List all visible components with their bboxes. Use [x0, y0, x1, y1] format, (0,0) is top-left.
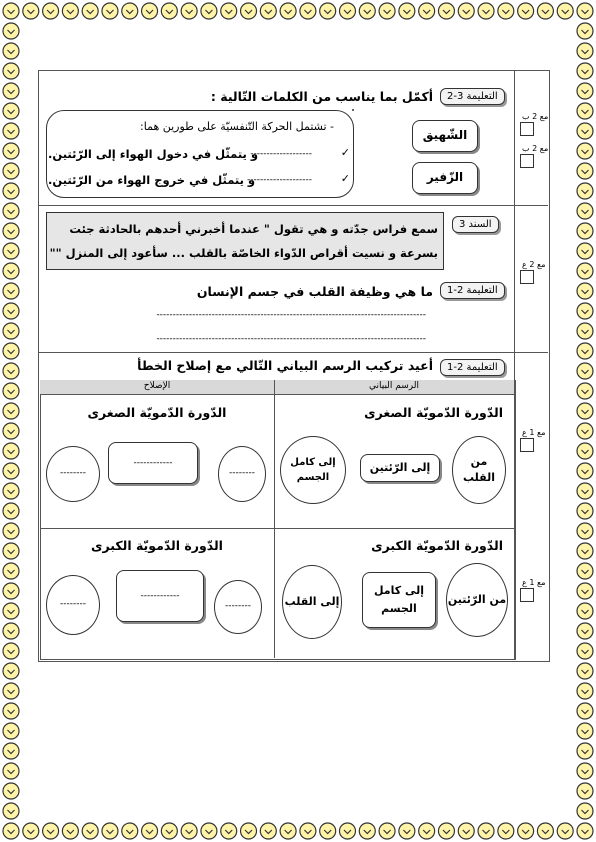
border-circle-icon	[3, 63, 19, 79]
instruction-tag: التعليمة 3-2	[440, 88, 505, 105]
word-card-exhale: الزّفير	[412, 162, 478, 194]
border-circle-icon	[3, 443, 19, 459]
blank-node[interactable]: --------	[218, 446, 266, 502]
border-circle-icon	[3, 3, 19, 19]
border-circle-icon	[3, 503, 19, 519]
border-circle-icon	[379, 823, 395, 839]
answer-line[interactable]: -----------------------------------------------------------------------------------	[156, 310, 426, 320]
blank-node[interactable]: --------	[214, 580, 262, 634]
border-circle-icon	[320, 823, 336, 839]
to-body-node: إلى كامل الجسم	[280, 436, 346, 504]
border-circle-icon	[518, 3, 534, 19]
border-circle-icon	[3, 423, 19, 439]
border-circle-icon	[577, 763, 593, 779]
border-circle-icon	[577, 623, 593, 639]
border-circle-icon	[3, 283, 19, 299]
border-circle-icon	[498, 3, 514, 19]
border-circle-icon	[161, 3, 177, 19]
story-box	[46, 212, 444, 270]
criterion-label: مع 1 ع	[522, 428, 546, 437]
border-circle-icon	[478, 3, 494, 19]
border-circle-icon	[339, 823, 355, 839]
border-circle-icon	[577, 603, 593, 619]
border-circle-icon	[3, 803, 19, 819]
border-circle-icon	[102, 823, 118, 839]
border-circle-icon	[577, 663, 593, 679]
header-diagram: الرسم البياني	[368, 381, 420, 391]
border-circle-icon	[3, 363, 19, 379]
small-circulation-title: الدّورة الدّمويّة الصغرى	[364, 405, 503, 420]
border-circle-icon	[339, 3, 355, 19]
story-line: سمع فراس جدّته و هي تقول " عندما أخبرني أحدهم بالحادثة جئت	[69, 222, 438, 236]
big-circulation-title: الدّورة الدّمويّة الكبرى	[371, 538, 503, 553]
from-lungs-node: من الرّئتين	[446, 563, 508, 637]
border-circle-icon	[577, 303, 593, 319]
border-circle-icon	[3, 543, 19, 559]
border-circle-icon	[3, 623, 19, 639]
border-circle-icon	[577, 3, 593, 19]
border-circle-icon	[241, 823, 257, 839]
border-circle-icon	[557, 3, 573, 19]
border-circle-icon	[3, 603, 19, 619]
border-circle-icon	[3, 243, 19, 259]
answer-blank[interactable]: --------------------	[247, 175, 312, 185]
border-circle-icon	[577, 103, 593, 119]
border-circle-icon	[300, 823, 316, 839]
border-circle-icon	[102, 3, 118, 19]
document-tag: السند 3	[452, 216, 499, 233]
border-circle-icon	[577, 523, 593, 539]
border-circle-icon	[181, 823, 197, 839]
border-circle-icon	[577, 423, 593, 439]
question-text: ما هي وظيفة القلب في جسم الإنسان	[196, 284, 433, 299]
border-circle-icon	[3, 163, 19, 179]
border-circle-icon	[577, 243, 593, 259]
border-circle-icon	[3, 763, 19, 779]
border-circle-icon	[3, 263, 19, 279]
grade-box[interactable]	[520, 588, 534, 602]
border-circle-icon	[221, 823, 237, 839]
question-text: أكمّل بما يناسب من الكلمات التّالية :	[210, 89, 433, 104]
border-circle-icon	[3, 483, 19, 499]
border-circle-icon	[577, 363, 593, 379]
border-circle-icon	[82, 3, 98, 19]
from-heart-node: من القلب	[452, 436, 506, 504]
border-circle-icon	[142, 3, 158, 19]
border-circle-icon	[142, 823, 158, 839]
border-circle-icon	[3, 743, 19, 759]
spacer	[352, 109, 354, 111]
border-circle-icon	[359, 3, 375, 19]
blank-node[interactable]: --------	[46, 575, 100, 635]
line-text: و يتمثّل في دخول الهواء إلى الرّئتين.	[48, 147, 259, 161]
border-circle-icon	[537, 823, 553, 839]
border-circle-icon	[419, 823, 435, 839]
border-circle-icon	[577, 703, 593, 719]
border-circle-icon	[419, 3, 435, 19]
border-circle-icon	[201, 823, 217, 839]
story-line: بسرعة و نسيت أقراص الدّواء الخاصّة بالقلب ... سأعود إلى المنزل ""	[49, 246, 438, 260]
border-circle-icon	[577, 43, 593, 59]
border-circle-icon	[3, 523, 19, 539]
border-circle-icon	[3, 583, 19, 599]
divider	[38, 205, 548, 206]
line-text: و يتمثّل في خروج الهواء من الرّئتين.	[48, 173, 256, 187]
border-circle-icon	[3, 203, 19, 219]
intro-text: - تشتمل الحركة التّنفسيّة على طورين هما:	[140, 120, 334, 133]
border-circle-icon	[577, 543, 593, 559]
grade-box[interactable]	[520, 154, 534, 168]
border-circle-icon	[577, 563, 593, 579]
border-circle-icon	[62, 823, 78, 839]
border-circle-icon	[260, 3, 276, 19]
border-circle-icon	[241, 3, 257, 19]
to-body-node: إلى كامل الجسم	[362, 572, 436, 628]
border-circle-icon	[577, 723, 593, 739]
border-circle-icon	[23, 3, 39, 19]
border-circle-icon	[577, 343, 593, 359]
answer-blank[interactable]: -------------------	[250, 149, 312, 159]
row-divider	[40, 528, 514, 529]
criterion-label: مع 2 ع	[522, 260, 546, 269]
grade-box[interactable]	[520, 270, 534, 284]
border-circle-icon	[3, 323, 19, 339]
border-circle-icon	[577, 203, 593, 219]
border-circle-icon	[577, 383, 593, 399]
border-circle-icon	[577, 63, 593, 79]
border-circle-icon	[557, 823, 573, 839]
border-circle-icon	[577, 123, 593, 139]
border-circle-icon	[122, 3, 138, 19]
check-mark: ✓	[340, 172, 350, 185]
border-circle-icon	[577, 323, 593, 339]
border-circle-icon	[3, 303, 19, 319]
small-circulation-title: الدّورة الدّمويّة الصغرى	[87, 405, 227, 420]
diagram-table	[40, 380, 516, 660]
border-circle-icon	[577, 803, 593, 819]
border-circle-icon	[3, 463, 19, 479]
border-circle-icon	[577, 503, 593, 519]
border-circle-icon	[43, 823, 59, 839]
blank-node[interactable]: ------------	[116, 570, 204, 622]
border-circle-icon	[577, 783, 593, 799]
border-circle-icon	[577, 743, 593, 759]
border-circle-icon	[359, 823, 375, 839]
criterion-label: مع 2 ب	[522, 144, 549, 153]
border-circle-icon	[577, 443, 593, 459]
border-circle-icon	[498, 823, 514, 839]
border-circle-icon	[43, 3, 59, 19]
border-circle-icon	[280, 3, 296, 19]
border-circle-icon	[577, 463, 593, 479]
border-circle-icon	[577, 23, 593, 39]
border-circle-icon	[3, 563, 19, 579]
border-circle-icon	[23, 823, 39, 839]
border-circle-icon	[3, 343, 19, 359]
border-circle-icon	[518, 823, 534, 839]
border-circle-icon	[3, 663, 19, 679]
border-circle-icon	[161, 823, 177, 839]
border-circle-icon	[280, 823, 296, 839]
border-circle-icon	[379, 3, 395, 19]
border-circle-icon	[3, 783, 19, 799]
column-divider	[274, 380, 275, 658]
border-circle-icon	[3, 703, 19, 719]
border-circle-icon	[82, 823, 98, 839]
border-circle-icon	[3, 103, 19, 119]
check-mark: ✓	[340, 146, 350, 159]
border-circle-icon	[201, 3, 217, 19]
border-circle-icon	[577, 583, 593, 599]
blank-node[interactable]: --------	[46, 446, 100, 502]
border-circle-icon	[3, 823, 19, 839]
border-circle-icon	[577, 683, 593, 699]
border-circle-icon	[478, 823, 494, 839]
border-circle-icon	[537, 3, 553, 19]
border-circle-icon	[3, 683, 19, 699]
word-card-inhale: الشّهيق	[412, 120, 478, 152]
border-circle-icon	[438, 3, 454, 19]
border-circle-icon	[577, 823, 593, 839]
border-circle-icon	[3, 643, 19, 659]
instruction-tag: التعليمة 2-1	[440, 282, 505, 299]
border-circle-icon	[3, 383, 19, 399]
blank-node[interactable]: ------------	[108, 442, 198, 484]
divider	[38, 352, 548, 353]
border-circle-icon	[3, 403, 19, 419]
border-circle-icon	[3, 143, 19, 159]
criterion-label: مع 2 ب	[522, 112, 549, 121]
question-text: أعيد تركيب الرسم البياني التّالي مع إصلاح الخطأ	[137, 358, 433, 373]
instruction-tag: التعليمة 2-1	[440, 359, 505, 376]
grade-box[interactable]	[520, 438, 534, 452]
border-circle-icon	[122, 823, 138, 839]
border-circle-icon	[300, 3, 316, 19]
border-circle-icon	[260, 823, 276, 839]
border-circle-icon	[577, 143, 593, 159]
border-circle-icon	[577, 183, 593, 199]
answer-line[interactable]: -----------------------------------------------------------------------------------	[156, 334, 426, 344]
border-circle-icon	[62, 3, 78, 19]
border-circle-icon	[577, 643, 593, 659]
border-circle-icon	[577, 283, 593, 299]
grade-box[interactable]	[520, 122, 534, 136]
criterion-label: مع 1 ع	[522, 578, 546, 587]
header-correction: الإصلاح	[143, 381, 171, 391]
border-circle-icon	[577, 163, 593, 179]
border-circle-icon	[3, 223, 19, 239]
big-circulation-title: الدّورة الدّمويّة الكبرى	[91, 538, 223, 553]
border-circle-icon	[577, 223, 593, 239]
border-circle-icon	[399, 3, 415, 19]
border-circle-icon	[458, 823, 474, 839]
border-circle-icon	[320, 3, 336, 19]
border-circle-icon	[438, 823, 454, 839]
border-circle-icon	[399, 823, 415, 839]
border-circle-icon	[3, 123, 19, 139]
border-circle-icon	[577, 403, 593, 419]
border-circle-icon	[577, 83, 593, 99]
border-circle-icon	[3, 183, 19, 199]
border-circle-icon	[3, 83, 19, 99]
border-circle-icon	[577, 483, 593, 499]
border-circle-icon	[3, 23, 19, 39]
border-circle-icon	[181, 3, 197, 19]
to-lungs-node: إلى الرّئتين	[360, 454, 440, 482]
to-heart-node: إلى القلب	[282, 565, 342, 639]
border-circle-icon	[3, 43, 19, 59]
border-circle-icon	[221, 3, 237, 19]
border-circle-icon	[577, 263, 593, 279]
border-circle-icon	[3, 723, 19, 739]
border-circle-icon	[458, 3, 474, 19]
